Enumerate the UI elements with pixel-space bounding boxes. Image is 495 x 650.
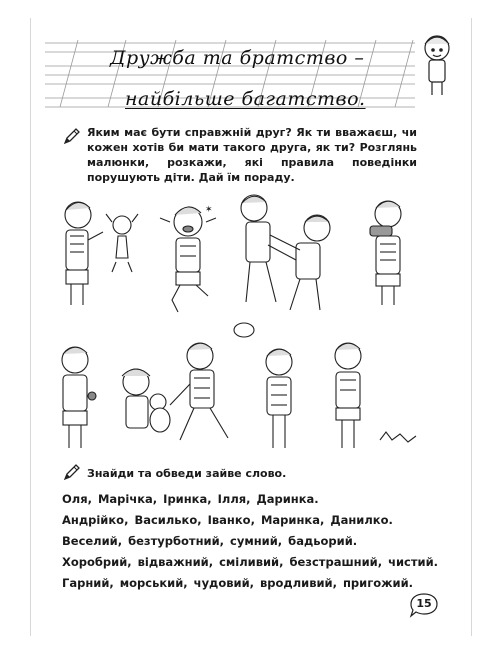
word-row[interactable]: Веселий, безтурботний, сумний, бадьорий. xyxy=(62,534,358,548)
page-number: 15 xyxy=(416,597,432,610)
pencil-icon xyxy=(62,462,82,482)
lesson-title-line-1: Дружба та братство – xyxy=(110,47,365,69)
word-row[interactable]: Хоробрий, відважний, сміливий, безстрашний, чистий. xyxy=(62,555,439,569)
word-row[interactable]: Гарний, морський, чудовий, вродливий, пригожий. xyxy=(62,576,414,590)
boy-angry xyxy=(234,323,292,448)
task-2-text: Знайди та обведи зайве слово. xyxy=(87,467,287,480)
boy-standing xyxy=(62,347,96,448)
boy-eating-messily xyxy=(370,201,401,305)
boy-drawing-on-wall xyxy=(65,202,138,305)
boy-making-faces xyxy=(160,205,216,312)
boys-fighting xyxy=(241,195,330,310)
task-1-text: Яким має бути справжній друг? Як ти вважаєш, чи кожен хотів би мати такого друга, як ти? Розглянь малюнки, розкажи, які правила поведінки порушують діти. Дай їм пораду. xyxy=(87,126,417,184)
word-list xyxy=(62,489,439,594)
boy-littering xyxy=(335,343,416,448)
svg-text:✶: ✶ xyxy=(205,205,213,215)
word-row[interactable]: Оля, Марічка, Іринка, Ілля, Даринка. xyxy=(62,492,319,506)
word-row[interactable]: Андрійко, Василько, Іванко, Маринка, Данилко. xyxy=(62,513,393,527)
kids-fighting-over-teddy xyxy=(122,343,228,440)
page-number-badge xyxy=(409,592,439,618)
lesson-title-line-2: найбільше багатство. xyxy=(125,88,366,110)
